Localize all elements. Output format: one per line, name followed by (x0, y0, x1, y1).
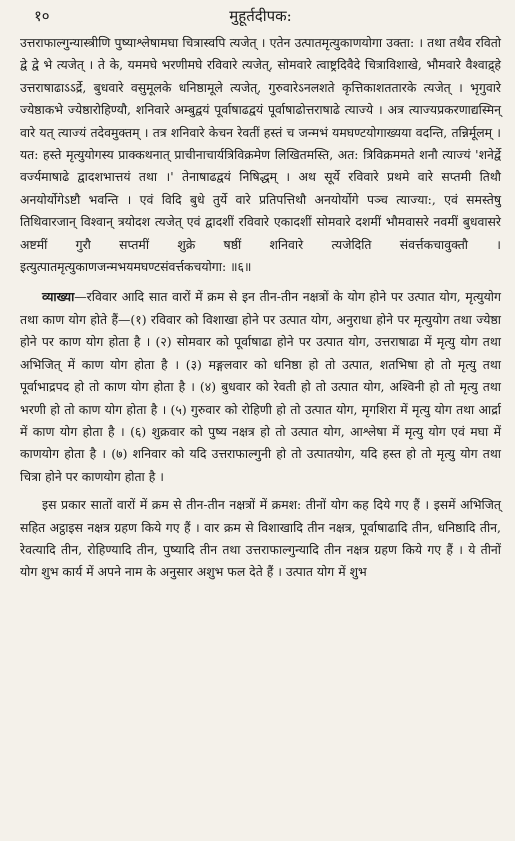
page-number: १० (34, 7, 50, 25)
commentary-label: व्याख्या (42, 289, 75, 305)
running-title: मुहूर्तदीपक: (229, 7, 292, 25)
page-header (20, 6, 501, 28)
commentary-text: —रविवार आदि सात वारों में क्रम से इन तीन-तीन नक्षत्रों के योग होने पर उत्पात योग, मृत्युयोग तथा काण योग होते हैं—(१) रविवार को विशाखा होने पर उत्पात योग, अनुराधा होने पर मृत्युयोग तथा ज्येष्ठा होने पर काण योग होता है । (२) सोमवार को पूर्वाषाढा होने पर उत्पात योग, उत्तराषाढा में मृत्यु योग तथा अभिजित् में काण योग होता है । (३) मङ्गलवार को धनिष्ठा हो तो उत्पात, शतभिषा हो तो मृत्यु तथा पूर्वाभाद्रपद हो तो काण योग होता है । (४) बुधवार को रेवती हो तो उत्पात योग, अश्विनी हो तो मृत्यु तथा भरणी हो तो काण योग होता है । (५) गुरुवार को रोहिणी हो तो उत्पात योग, मृगशिरा में मृत्यु योग तथा आर्द्रा में काण योग होता है । (६) शुक्रवार को पुष्य नक्षत्र हो तो उत्पात योग, आश्लेषा में मृत्यु योग एवं मघा में काणयोग होता है । (७) शनिवार को यदि उत्तराफाल्गुनी हो तो उत्पातयोग, यदि हस्त हो तो मृत्यु योग तथा चित्रा होने पर काणयोग होता है । (20, 289, 501, 484)
closing-paragraph: इस प्रकार सातों वारों में क्रम से तीन-तीन नक्षत्रों में क्रमश: तीनों योग कह दिये गए हैं । इसमें अभिजित् सहित अट्ठाइस नक्षत्र ग्रहण किये गए हैं । वार क्रम से विशाखादि तीन नक्षत्र, पूर्वाषाढादि तीन, धनिष्ठादि तीन, रेवत्यादि तीन, रोहिण्यादि तीन, पुष्यादि तीन तथा उत्तराफाल्गुन्यादि तीन नक्षत्र ग्रहण किये गए हैं । ये तीनों योग शुभ कार्य में अपने नाम के अनुसार अशुभ फल देते हैं । उत्पात योग में शुभ (20, 497, 501, 580)
sanskrit-verse-text: उत्तराफाल्गुन्यास्त्रीणि पुष्याश्लेषामघा चित्रास्वपि त्यजेत् । एतेन उत्पातमृत्युकाणयोगा उक्ता: । तथा तथैव रवितो द्वे द्वे भे त्यजेत् । ते के, यममघे भरणीमघे रविवारे त्यजेत्, सोमवारे त्वाष्ट्रदिवैदे चित्राविशाखे, भौमवारे वैश्वाद्र्हे उत्तराषाढाऽऽर्द्रे, बुधवारे वसुमूलके धनिष्ठामूले त्यजेत्, गुरुवारेऽनलशते कृत्तिकाशततारके त्यजेत् । भृगुवारे ज्येष्ठाकभे ज्येष्ठारोहिण्यौ, शनिवारे अम्बुद्वयं पूर्वाषाढद्वयं पूर्वाषाढोत्तराषाढे त्याज्ये । अत्र त्याज्यप्रकरणाद्यस्मिन् वारे यत् त्याज्यं तदेवमुक्तम् । तत्र शनिवारे केचन रेवतीं हस्तं च जन्मभं यमघण्टयोगाख्यया वदन्ति, तन्निर्मूलम् । यत: हस्ते मृत्युयोगस्य प्राक्कथनात् प्राचीनाचार्यत्रिविक्रमेण लिखितमस्ति, अत: त्रिविक्रममते शनौ त्याज्यं 'शनेर्द्वे वर्ज्यमाषाढे द्वादशभात्तयं तथा ।' तेनाषाढद्वयं निषिद्धम् । अथ सूर्ये रविवारे प्रथमे वारे सप्तमी तिथौ अनयोर्योगेऽष्टौ भवन्ति । एवं विदि बुधे तुर्ये वारे प्रतिपत्तिथौ अनयोर्योगे पञ्च त्याज्या:, एवं समस्तेषु तिथिवारजान् विश्वान् त्रयोदश त्यजेत् एवं द्वादशीं रविवारे एकादशीं सोमवारे दशमीं भौमवासरे नवमीं बुधवासरे अष्टमीं गुरौ सप्तमीं शुक्रे षष्ठीं शनिवारे त्यजेदिति संवर्त्तकचावुक्तौ । इत्युत्पातमृत्युकाणजन्मभयमघण्टसंवर्त्तकचयोगा: ॥६॥ (20, 35, 501, 275)
commentary-paragraph (20, 286, 501, 488)
